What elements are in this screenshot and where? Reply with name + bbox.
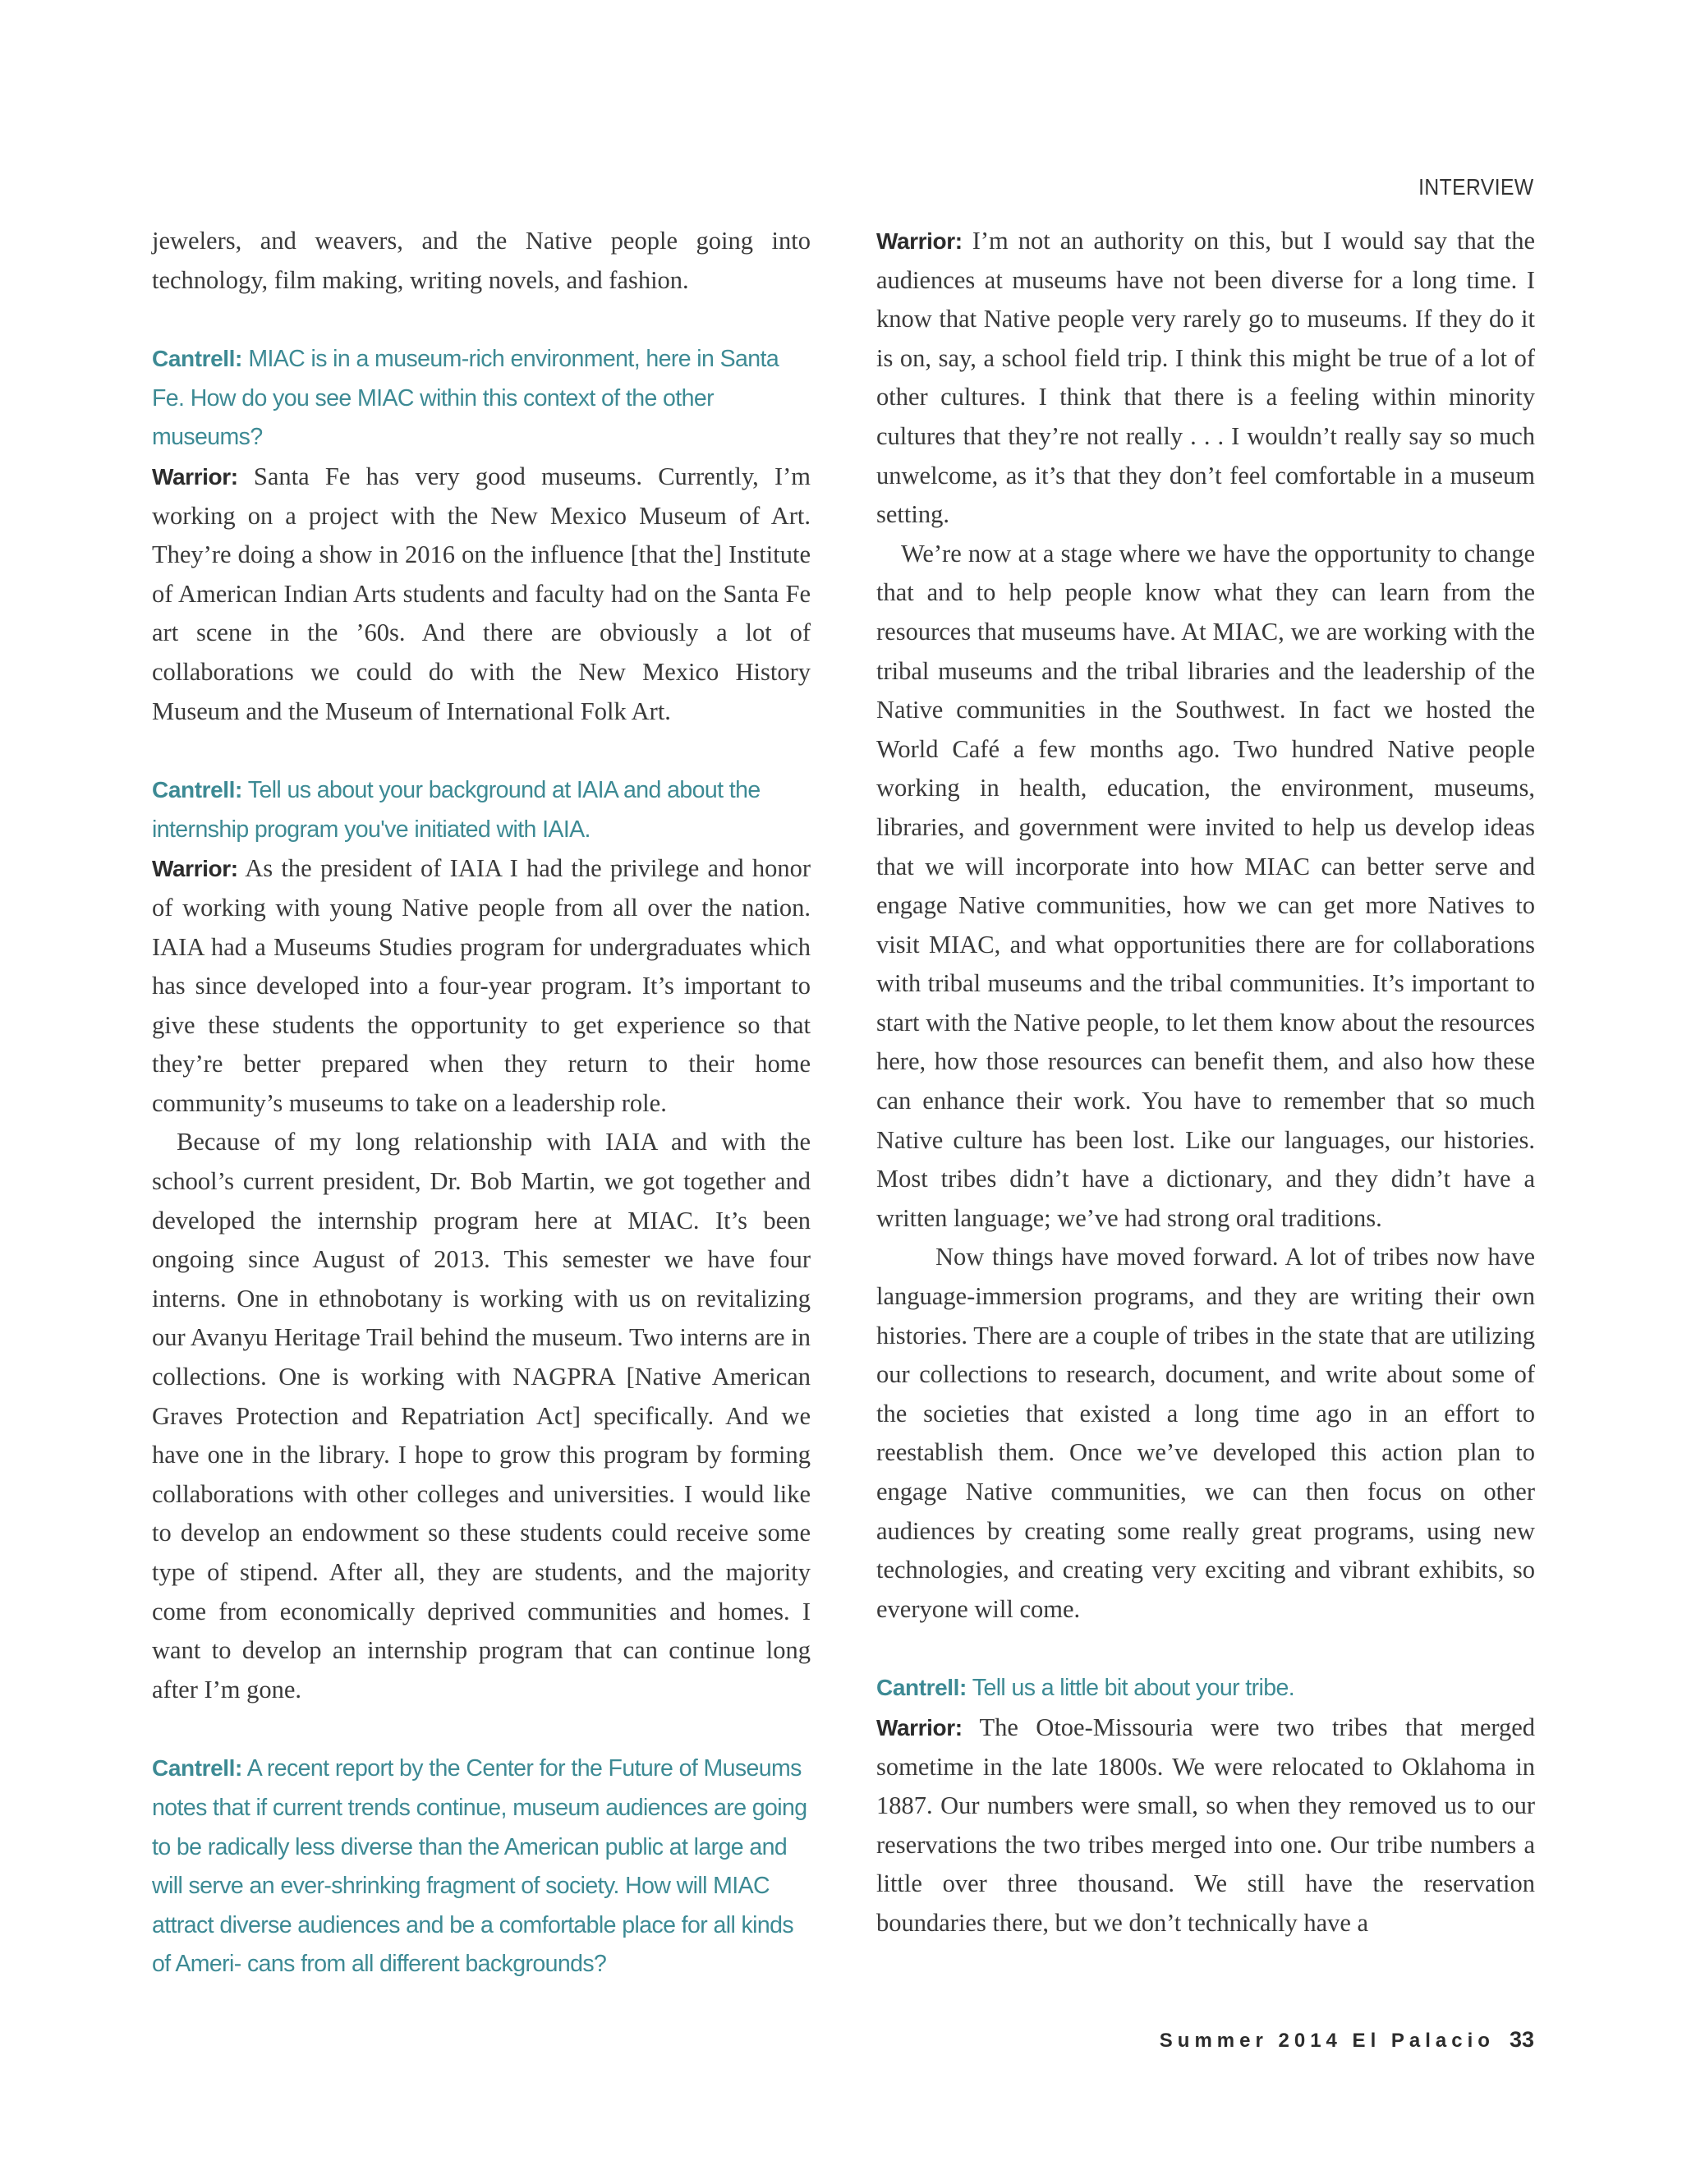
- speaker-warrior: Warrior:: [152, 856, 238, 882]
- speaker-warrior: Warrior:: [152, 463, 238, 490]
- answer: [876, 1708, 1535, 1943]
- paragraph: jewelers, and weavers, and the Native people going into technology, film making, writing novels, and fashion.: [152, 227, 811, 294]
- question-text: MIAC is in a museum-rich environment, here in Santa Fe. How do you see MIAC within this context of the other museums?: [152, 346, 779, 451]
- answer-text: Santa Fe has very good museums. Currently, I’m working on a project with the New Mexico Museum of Art. They’re doing a show in 2016 on the influence [that the] Institute of American Indian Arts students and faculty had on the Santa Fe art scene in the ’60s. And there are obviously a lot of collaborations we could do with the New Mexico History Museum and the Museum of International Folk Art.: [152, 462, 811, 725]
- question: [152, 1749, 811, 1984]
- question: [152, 339, 811, 457]
- section-label: INTERVIEW: [1418, 174, 1534, 200]
- answer-text: As the president of IAIA I had the privilege and honor of working with young Native people from all over the nation. IAIA had a Museums Studies program for undergraduates which has since developed into a four-year program. It’s important to give these students the opportunity to get experience so that they’re better prepared when they return to their home community’s museums to take on a leadership role.: [152, 854, 811, 1117]
- paragraph: Now things have moved forward. A lot of tribes now have language-immersion programs, and they are writing their own histories. There are a couple of tribes in the state that are utilizing our collections to research, document, and write about some of the societies that existed a long time ago in an effort to reestablish them. Once we’ve developed this action plan to engage Native communities, we can then focus on other audiences by creating some really great programs, using new technologies, and creating very exciting and vibrant exhibits, so everyone will come.: [876, 1243, 1535, 1623]
- answer: [876, 222, 1535, 535]
- speaker-cantrell: Cantrell:: [876, 1675, 967, 1701]
- page-number: 33: [1509, 2027, 1534, 2052]
- speaker-warrior: Warrior:: [876, 228, 963, 254]
- speaker-cantrell: Cantrell:: [152, 1755, 242, 1782]
- page-footer: [1160, 2027, 1534, 2053]
- question: [152, 770, 811, 849]
- publication-name: Summer 2014 El Palacio: [1159, 2030, 1495, 2052]
- speaker-warrior: Warrior:: [876, 1714, 963, 1740]
- answer: [152, 457, 811, 731]
- speaker-cantrell: Cantrell:: [152, 346, 242, 372]
- question-text: Tell us a little bit about your tribe.: [972, 1675, 1295, 1702]
- answer-text: I’m not an authority on this, but I would say that the audiences at museums have not been diverse for a long time. I know that Native people very rarely go to museums. If they do it is on, say, a school field trip. I think this might be true of a lot of other cultures. I think that there is a feeling within minority cultures that they’re not really . . . I wouldn’t really say so much unwelcome, as it’s that they don’t feel comfortable in a museum setting.: [876, 227, 1535, 529]
- left-column: [152, 222, 811, 1984]
- paragraph: We’re now at a stage where we have the opportunity to change that and to help people know what they can learn from the resources that museums have. At MIAC, we are working with the tribal museums and the tribal libraries and the leadership of the Native communities in the Southwest. In fact we hosted the World Café a few months ago. Two hundred Native people working in health, education, the environment, museums, libraries, and government were invited to help us develop ideas that we will incorporate into how MIAC can better serve and engage Native communities, how we can get more Natives to visit MIAC, and what opportunities there are for collaborations with tribal museums and the tribal communities. It’s important to start with the Native people, to let them know about the resources here, how those resources can benefit them, and also how these can enhance their work. You have to remember that so much Native culture has been lost. Like our languages, our histories. Most tribes didn’t have a dictionary, and they didn’t have a written language; we’ve had strong oral traditions.: [876, 539, 1535, 1232]
- question-text: Tell us about your background at IAIA and about the internship program you've initiated with IAIA.: [152, 777, 761, 843]
- paragraph: Because of my long relationship with IAIA and with the school’s current president, Dr. Bob Martin, we got together and developed the internship program here at MIAC. It’s been ongoing since August of 2013. This semester we have four interns. One in ethnobotany is working with us on revitalizing our Avanyu Heritage Trail behind the museum. Two interns are in collections. One is working with NAGPRA [Native American Graves Protection and Repatriation Act] specifically. And we have one in the library. I hope to grow this program by forming collaborations with other colleges and universities. I would like to develop an endowment so these students could receive some type of stipend. After all, they are students, and the majority come from economically deprived communities and homes. I want to develop an internship program that can continue long after I’m gone.: [152, 1128, 811, 1704]
- question-text: A recent report by the Center for the Future of Museums notes that if current trends continue, museum audiences are going to be radically less diverse than the American public at large and will serve an ever-shrinking fragment of society. How will MIAC attract diverse audiences and be a comfortable place for all kinds of Ameri- cans from all different backgrounds?: [152, 1755, 807, 1978]
- answer-text: The Otoe-Missouria were two tribes that merged sometime in the late 1800s. We were relocated to Oklahoma in 1887. Our numbers were small, so when they removed us to our reservations the two tribes merged into one. Our tribe numbers a little over three thousand. We still have the reservation boundaries there, but we don’t technically have a: [876, 1713, 1535, 1937]
- answer: [152, 849, 811, 1123]
- right-column: [876, 222, 1535, 1943]
- question: [876, 1668, 1535, 1708]
- speaker-cantrell: Cantrell:: [152, 777, 242, 803]
